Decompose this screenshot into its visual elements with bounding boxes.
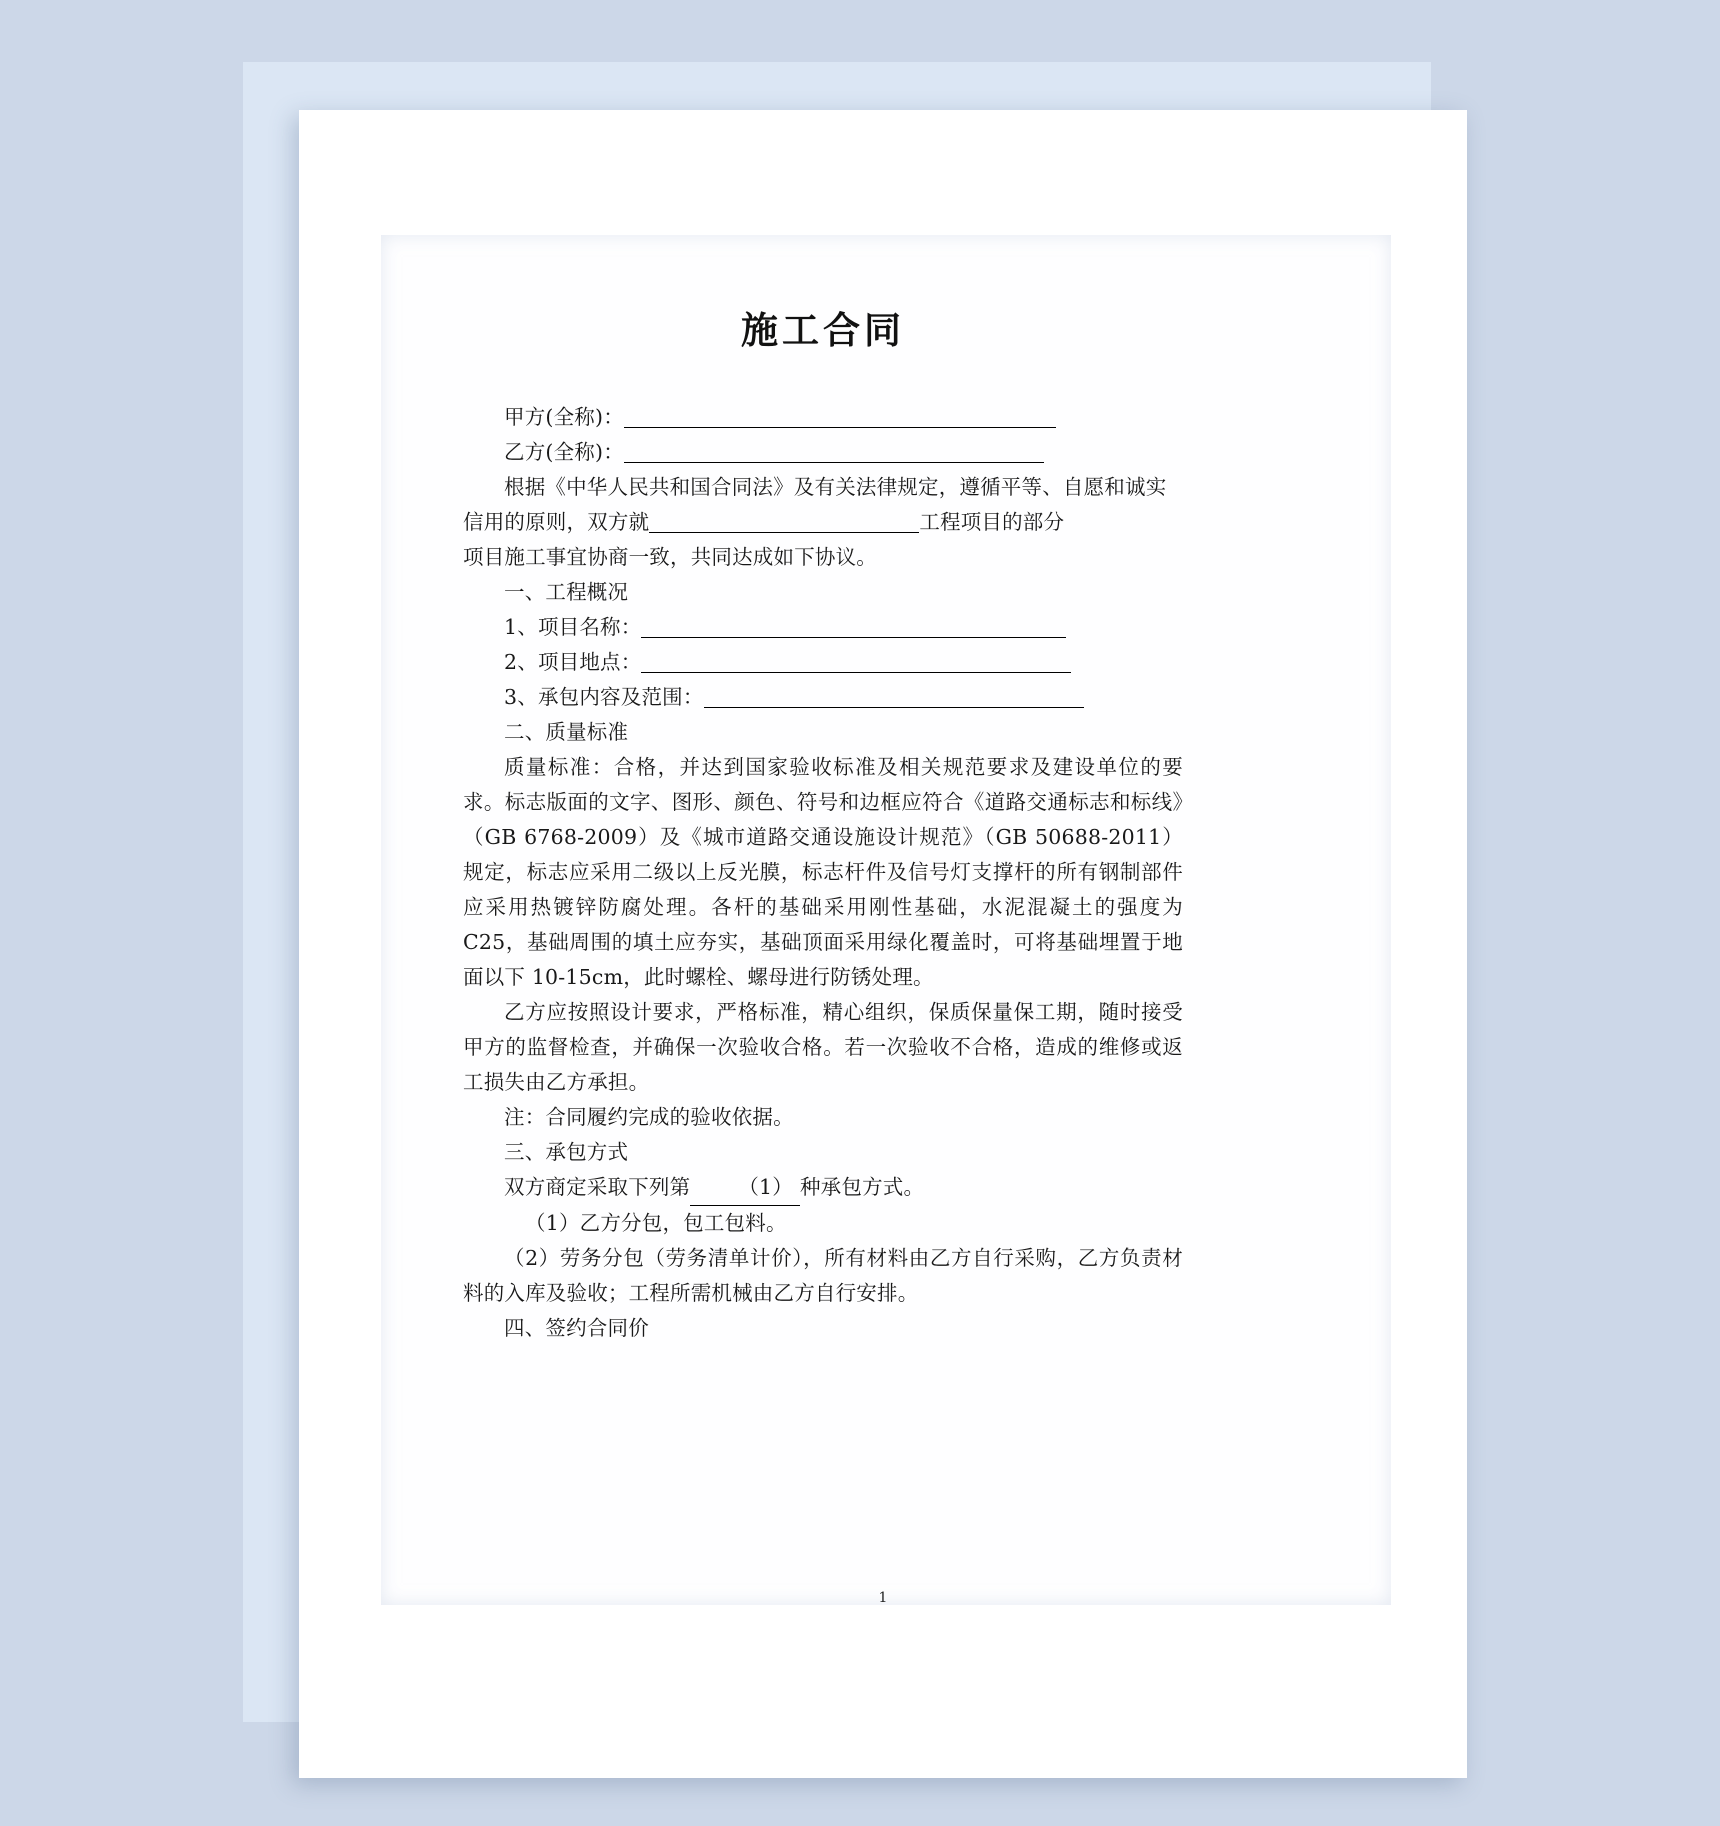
contract-mode-selection-row [463, 1170, 1183, 1206]
project-location-row [463, 645, 1183, 680]
contract-mode-lead-before: 双方商定采取下列第 [504, 1175, 691, 1199]
contract-scope-row [463, 680, 1183, 715]
party-b-row [463, 435, 1183, 470]
contract-scope-input[interactable] [704, 688, 1084, 708]
party-a-row [463, 400, 1183, 435]
project-location-label: 2、项目地点： [504, 650, 642, 674]
preamble-line-1: 根据《中华人民共和国合同法》及有关法律规定，遵循平等、自愿和诚实 [504, 475, 1167, 499]
page-number: 1 [878, 1590, 888, 1606]
project-name-inline-input[interactable] [649, 513, 919, 533]
quality-standard-paragraph-1: 质量标准：合格，并达到国家验收标准及相关规范要求及建设单位的要求。标志版面的文字、图形、颜色、符号和边框应符合《道路交通标志和标线》（GB 6768-2009）及《城市道路交通设施设计规范》（GB 50688-2011）规定，标志应采用二级以上反光膜，标志杆件及信号灯支撑杆的所有钢制部件应采用热镀锌防腐处理。各杆的基础采用刚性基础，水泥混凝土的强度为 C25，基础周围的填土应夯实，基础顶面采用绿化覆盖时，可将基础埋置于地面以下 10-15cm，此时螺栓、螺母进行防锈处理。 [463, 755, 1183, 989]
section-heading-4: 四、签约合同价 [504, 1316, 649, 1340]
contract-mode-option-2: （2）劳务分包（劳务清单计价），所有材料由乙方自行采购，乙方负责材料的入库及验收；工程所需机械由乙方自行安排。 [463, 1246, 1183, 1305]
contract-scope-label: 3、承包内容及范围： [504, 685, 704, 709]
contract-mode-lead-after: 种承包方式。 [799, 1175, 925, 1199]
section-heading-3: 三、承包方式 [504, 1140, 629, 1164]
quality-standard-note: 注：合同履约完成的验收依据。 [504, 1105, 794, 1129]
party-b-input[interactable] [624, 443, 1044, 463]
quality-standard-paragraph-2: 乙方应按照设计要求，严格标准，精心组织，保质保量保工期，随时接受甲方的监督检查，并确保一次验收合格。若一次验收不合格，造成的维修或返工损失由乙方承担。 [463, 1000, 1183, 1094]
contract-mode-option-1: （1）乙方分包，包工包料。 [525, 1211, 787, 1235]
preamble-line-2 [463, 505, 1183, 540]
party-a-label: 甲方(全称)： [504, 405, 624, 429]
page-title: 施工合同 [741, 309, 905, 352]
preamble-line-2-before: 信用的原则，双方就 [463, 510, 650, 534]
party-a-input[interactable] [624, 408, 1056, 428]
party-b-label: 乙方(全称)： [504, 440, 624, 464]
preamble-line-2-after: 工程项目的部分 [919, 510, 1065, 534]
project-name-input[interactable] [641, 618, 1066, 638]
section-heading-1: 一、工程概况 [504, 580, 629, 604]
section-heading-2: 二、质量标准 [504, 720, 629, 744]
project-name-row [463, 610, 1183, 645]
project-name-label: 1、项目名称： [504, 615, 642, 639]
document-body [463, 300, 1183, 1346]
preamble-line-3: 项目施工事宜协商一致，共同达成如下协议。 [463, 545, 877, 569]
project-location-input[interactable] [641, 653, 1071, 673]
contract-mode-selected-value[interactable]: （1） [690, 1170, 800, 1206]
document-page [299, 110, 1467, 1778]
